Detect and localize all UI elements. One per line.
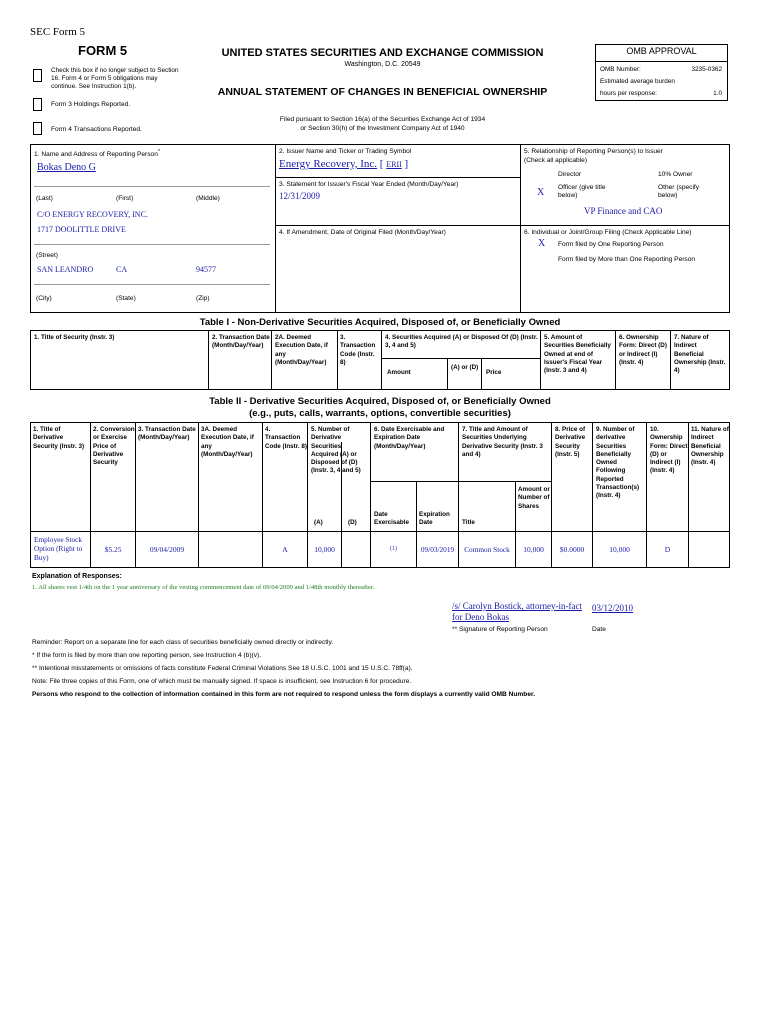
signature-date: 03/12/2010: [592, 603, 634, 613]
t2-row-code: A: [282, 545, 288, 554]
t2-row-owned: 10,000: [609, 545, 630, 554]
t2-row-derivative-price: $0.0000: [559, 545, 585, 554]
t2-col9-header: 9. Number of derivative Securities Beneficially Owned Following Reported Transaction(s) (Instr. 4): [596, 426, 640, 500]
table2-title2: (e.g., puts, calls, warrants, options, convertible securities): [249, 408, 511, 419]
one-person-label: Form filed by One Reporting Person: [558, 241, 664, 248]
first-label: (First): [116, 195, 134, 202]
date-label: Date: [592, 626, 606, 633]
more-persons-label: Form filed by More than One Reporting Person: [558, 256, 696, 263]
city-label: (City): [36, 295, 52, 302]
filed-pursuant-line1: Filed pursuant to Section 16(a) of the Securities Exchange Act of 1934: [279, 116, 486, 123]
table1-title: Table I - Non-Derivative Securities Acquired, Disposed of, or Beneficially Owned: [199, 317, 561, 328]
t2-col11-header: 11. Nature of Indirect Beneficial Ownership (Instr. 4): [691, 426, 729, 467]
omb-number-label: OMB Number:: [600, 66, 641, 73]
form4-checkbox[interactable]: [33, 122, 42, 135]
form3-checkbox[interactable]: [33, 98, 42, 111]
t1-col3-header: 3. Transaction Code (Instr. 8): [340, 334, 376, 366]
t1-col7-header: 7. Nature of Indirect Beneficial Ownership (Instr. 4): [674, 334, 726, 375]
ten-percent-owner-label: 10% Owner: [658, 171, 693, 178]
t2-col7-title: Title: [462, 519, 475, 526]
issuer-ticker[interactable]: ERII: [386, 160, 402, 169]
t2-row-exercisable: (1): [390, 546, 397, 552]
last-label: (Last): [36, 195, 53, 202]
no-longer-subject-label: Check this box if no longer subject to Section 16. Form 4 or Form 5 obligations may continue. See Instruction 1(b).: [51, 67, 179, 90]
t2-col1-header: 1. Title of Derivative Security (Instr. 3): [33, 426, 85, 450]
t1-col2-header: 2. Transaction Date (Month/Day/Year): [212, 334, 270, 350]
amendment-label: 4. If Amendment, Date of Original Filed (Month/Day/Year): [279, 229, 446, 236]
t2-row-underlying-title: Common Stock: [464, 545, 510, 554]
form3-label: Form 3 Holdings Reported.: [51, 101, 131, 108]
t2-col8-header: 8. Price of Derivative Security (Instr. 5): [555, 426, 586, 458]
state-value: CA: [116, 265, 128, 274]
t2-col5-header: 5. Number of Derivative Securities Acquired (A) or Disposed of (D) (Instr. 3, 4 and 5): [311, 426, 361, 475]
signature-label: ** Signature of Reporting Person: [452, 626, 548, 633]
omb-title: OMB APPROVAL: [626, 46, 697, 56]
address-line1: C/O ENERGY RECOVERY, INC.: [37, 210, 148, 219]
t2-col2-header: 2. Conversion or Exercise Price of Derivative Security: [93, 426, 135, 467]
omb-number: 3235-0362: [691, 66, 722, 73]
statement-title: ANNUAL STATEMENT OF CHANGES IN BENEFICIAL OWNERSHIP: [217, 86, 548, 98]
form4-label: Form 4 Transactions Reported.: [51, 126, 142, 133]
t2-col10-header: 10. Ownership Form: Direct (D) or Indirect (I) (Instr. 4): [650, 426, 688, 475]
t1-col5-header: 5. Amount of Securities Beneficially Owned at end of Issuer's Fiscal Year (Instr. 3 and 4): [544, 334, 611, 375]
t1-col1-header: 1. Title of Security (Instr. 3): [34, 334, 115, 341]
reporting-person-label: 1. Name and Address of Reporting Person*: [34, 149, 161, 159]
officer-mark[interactable]: X: [537, 187, 545, 198]
issuer-line: Energy Recovery, Inc. [ ERII ]: [279, 158, 409, 170]
relationship-sublabel: (Check all applicable): [524, 157, 588, 164]
officer-label: Officer (give title below): [558, 184, 606, 200]
footnote-1: * If the form is filed by more than one reporting person, see Instruction 4 (b)(v).: [32, 652, 262, 659]
t2-col3a-header: 3A. Deemed Execution Date, if any (Month/Day/Year): [201, 426, 254, 458]
t1-col4-header: 4. Securities Acquired (A) or Disposed Of (D) (Instr. 3, 4 and 5): [385, 334, 538, 350]
fiscal-year-label: 3. Statement for Issuer's Fiscal Year Ended (Month/Day/Year): [279, 181, 459, 188]
t2-row-acquired: 10,000: [314, 545, 335, 554]
director-label: Director: [558, 171, 582, 178]
t2-row-title: Employee Stock Option (Right to Buy): [34, 535, 83, 563]
omb-hours: 1.0: [713, 90, 722, 97]
relationship-label: 5. Relationship of Reporting Person(s) to Issuer: [524, 148, 663, 155]
street-label: (Street): [36, 252, 58, 259]
t1-col6-header: 6. Ownership Form: Direct (D) or Indirect (I) (Instr. 4): [619, 334, 667, 366]
zip-value: 94577: [196, 265, 216, 274]
t1-col4-price: Price: [486, 369, 502, 376]
zip-label: (Zip): [196, 295, 210, 302]
t2-col3-header: 3. Transaction Date (Month/Day/Year): [138, 426, 196, 442]
t2-row-date: 09/04/2009: [149, 545, 185, 554]
footnote-2: ** Intentional misstatements or omissions of facts constitute Federal Criminal Violations See 18 U.S.C. 1001 and 15 U.S.C. 78ff(a).: [32, 665, 413, 672]
t2-row-price: $5.25: [104, 545, 122, 554]
state-label: (State): [116, 295, 136, 302]
reporting-person-name[interactable]: Bokas Deno G: [37, 162, 96, 173]
t2-col5-a: (A): [314, 519, 323, 526]
form-title: FORM 5: [78, 43, 128, 58]
one-person-mark[interactable]: X: [538, 238, 546, 249]
agency-name: UNITED STATES SECURITIES AND EXCHANGE COMMISSION: [221, 47, 544, 59]
t2-col5-d: (D): [348, 519, 357, 526]
issuer-name-link[interactable]: Energy Recovery, Inc.: [279, 158, 378, 170]
agency-city: Washington, D.C. 20549: [344, 61, 421, 68]
signature-value[interactable]: /s/ Carolyn Bostick, attorney-in-fact for Deno Bokas: [452, 601, 582, 622]
t2-col7-header: 7. Title and Amount of Securities Underlying Derivative Security (Instr. 3 and 4): [462, 426, 543, 458]
city-value: SAN LEANDRO: [37, 265, 94, 274]
officer-title: VP Finance and CAO: [584, 206, 663, 216]
t2-col6-expiration: Expiration Date: [419, 511, 450, 527]
t2-row-ownership-form: D: [664, 545, 671, 554]
table2-title1: Table II - Derivative Securities Acquired, Disposed of, or Beneficially Owned: [209, 396, 551, 407]
reminder-text: Reminder: Report on a separate line for each class of securities beneficially owned directly or indirectly.: [32, 639, 334, 646]
t2-col6-exercisable: Date Exercisable: [374, 511, 410, 527]
address-line2: 1717 DOOLITTLE DRIVE: [37, 225, 126, 234]
omb-burden-label: Estimated average burden: [600, 78, 675, 85]
t1-col4-amount: Amount: [387, 369, 411, 376]
t1-col2a-header: 2A. Deemed Execution Date, if any (Month/Day/Year): [275, 334, 328, 366]
explanation-label: Explanation of Responses:: [32, 573, 122, 580]
document-header: SEC Form 5: [30, 26, 86, 38]
filing-label: 6. Individual or Joint/Group Filing (Check Applicable Line): [524, 229, 692, 236]
omb-hours-label: hours per response:: [600, 90, 657, 97]
note-text: Note: File three copies of this Form, one of which must be manually signed. If space is insufficient, see Instruction 6 for procedure.: [32, 678, 412, 685]
filed-pursuant-line2: or Section 30(h) of the Investment Company Act of 1940: [300, 125, 465, 132]
t1-col4-ad: (A) or (D): [451, 364, 479, 371]
issuer-label: 2. Issuer Name and Ticker or Trading Symbol: [279, 148, 412, 155]
middle-label: (Middle): [196, 195, 220, 202]
t2-row-underlying-amount: 10,000: [523, 545, 544, 554]
t2-col4-header: 4. Transaction Code (Instr. 8): [265, 426, 307, 450]
other-label: Other (specify below): [658, 184, 700, 200]
t2-col6-header: 6. Date Exercisable and Expiration Date (Month/Day/Year): [374, 426, 445, 450]
no-longer-subject-checkbox[interactable]: [33, 69, 42, 82]
fiscal-year-date: 12/31/2009: [279, 191, 321, 201]
t2-row-expiration: 09/03/2019: [420, 545, 455, 554]
t2-col7-amount: Amount or Number of Shares: [518, 486, 550, 510]
explanation-note1: 1. All shares vest 1/4th on the 1 year anniversary of the vesting commencement date of 09/04/2009 and 1/48th monthly thereafter.: [32, 584, 375, 591]
persons-statement: Persons who respond to the collection of information contained in this form are not required to respond unless the form displays a currently valid OMB Number.: [32, 691, 536, 698]
